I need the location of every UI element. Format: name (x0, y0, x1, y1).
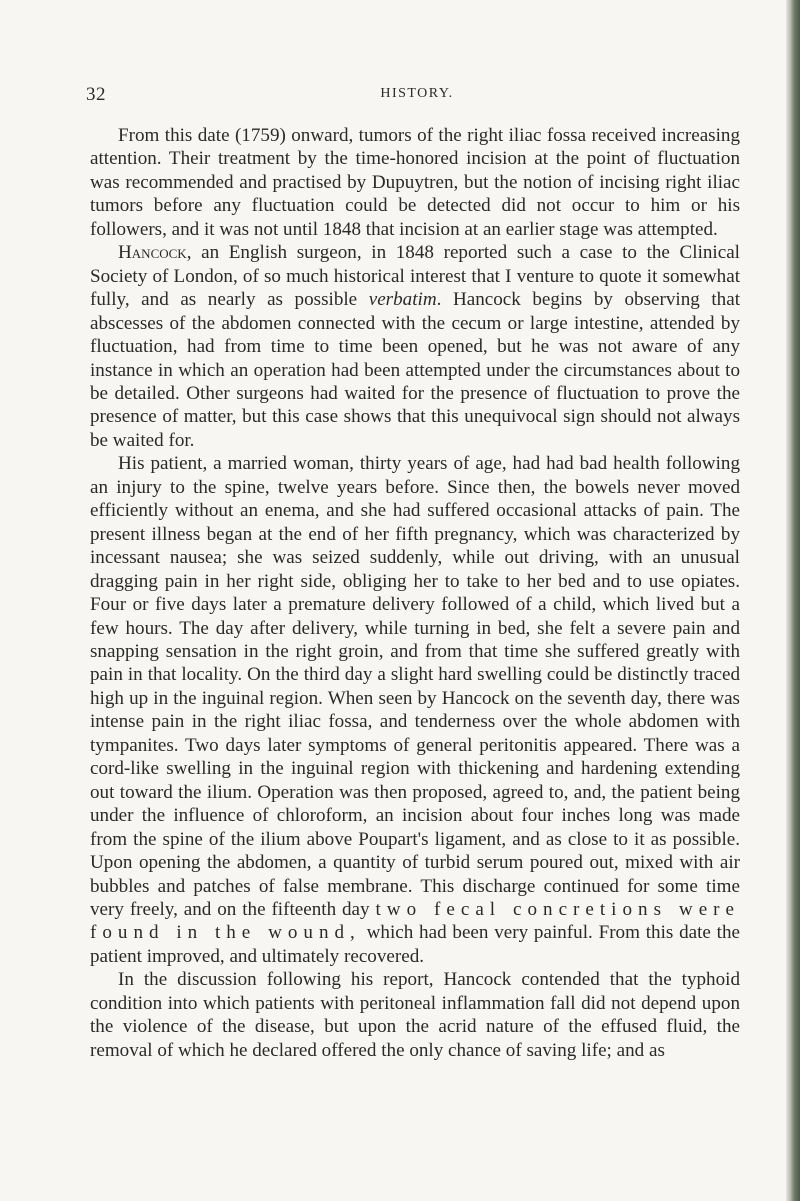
paragraph-2-text-b: . Hancock begins by observing that abscesses of the abdomen connected with the cecum or large intestine, attended by fluctuation, had from time to time been opened, but he was not aware of any instance in which an operation had been attempted under the circumstances about to be detailed. Other surgeons had waited for the presence of fluctuation to prove the presence of matter, but this case shows that this unequivocal sign should not always be waited for. (90, 289, 740, 451)
paragraph-2 (90, 241, 740, 452)
page-header (86, 84, 748, 108)
paragraph-3 (90, 452, 740, 968)
paragraph-3-text-b: which had been very painful. From this date the patient improved, and ultimately recovered. (90, 922, 741, 967)
paragraph-4 (90, 968, 740, 1062)
paragraph-1-text: From this date (1759) onward, tumors of the right iliac fossa received increasing attention. Their treatment by the time-honored incision at the point of fluctuation was recommended and practised by Dupuytren, but the notion of incising right iliac tumors before any fluctuation could be detected did not occur to him or his followers, and it was not until 1848 that incision at an earlier stage was attempted. (90, 125, 740, 240)
hancock-name: Hancock (118, 242, 187, 264)
paragraph-2-text-a: , an English surgeon, in 1848 reported such a case to the Clinical Society of London, of so much historical interest that I venture to quote it somewhat fully, and as nearly as possible (90, 242, 740, 311)
paragraph-4-text: In the discussion following his report, Hancock contended that the typhoid condition into which patients with peritoneal inflammation fall did not depend upon the violence of the disease, but upon the acrid nature of the effused fluid, the removal of which he declared offered the only chance of saving life; and as (90, 969, 740, 1061)
paragraph-3-text-a: His patient, a married woman, thirty years of age, had had bad health following an injury to the spine, twelve years before. Since then, the bowels never moved efficiently without an enema, and she had suffered occasional attacks of pain. The present illness began at the end of her fifth pregnancy, which was characterized by incessant nausea; she was seized suddenly, while out driving, with an unusual dragging pain in her right side, obliging her to take to her bed and to use opiates. Four or five days later a premature delivery followed of a child, which lived but a few hours. The day after delivery, while turning in bed, she felt a severe pain and snapping sensation in the right groin, and from that time she suffered greatly with pain in that locality. On the third day a slight hard swelling could be distinctly traced high up in the inguinal region. When seen by Hancock on the seventh day, there was intense pain in the right iliac fossa, and tenderness over the whole abdomen with tympanites. Two days later symptoms of general peritonitis appeared. There was a cord-like swelling in the inguinal region with thickening and hardening extending out toward the ilium. Operation was then proposed, agreed to, and, the patient being under the influence of chloroform, an incision about four inches long was made from the spine of the ilium above Poupart's ligament, and as close to it as possible. Upon opening the abdomen, a quantity of turbid serum poured out, mixed with air bubbles and patches of false membrane. This discharge continued for some time very freely, and on the fifteenth day (90, 453, 740, 920)
running-head: HISTORY. (380, 86, 454, 101)
body-text (90, 124, 740, 1062)
page-number: 32 (86, 84, 106, 105)
paragraph-1 (90, 124, 740, 241)
spaced-emphasis: two fecal concretions were found in the wound, (90, 898, 741, 944)
verbatim-italic: verbatim (368, 289, 437, 311)
page-edge-shadow (786, 0, 800, 1201)
